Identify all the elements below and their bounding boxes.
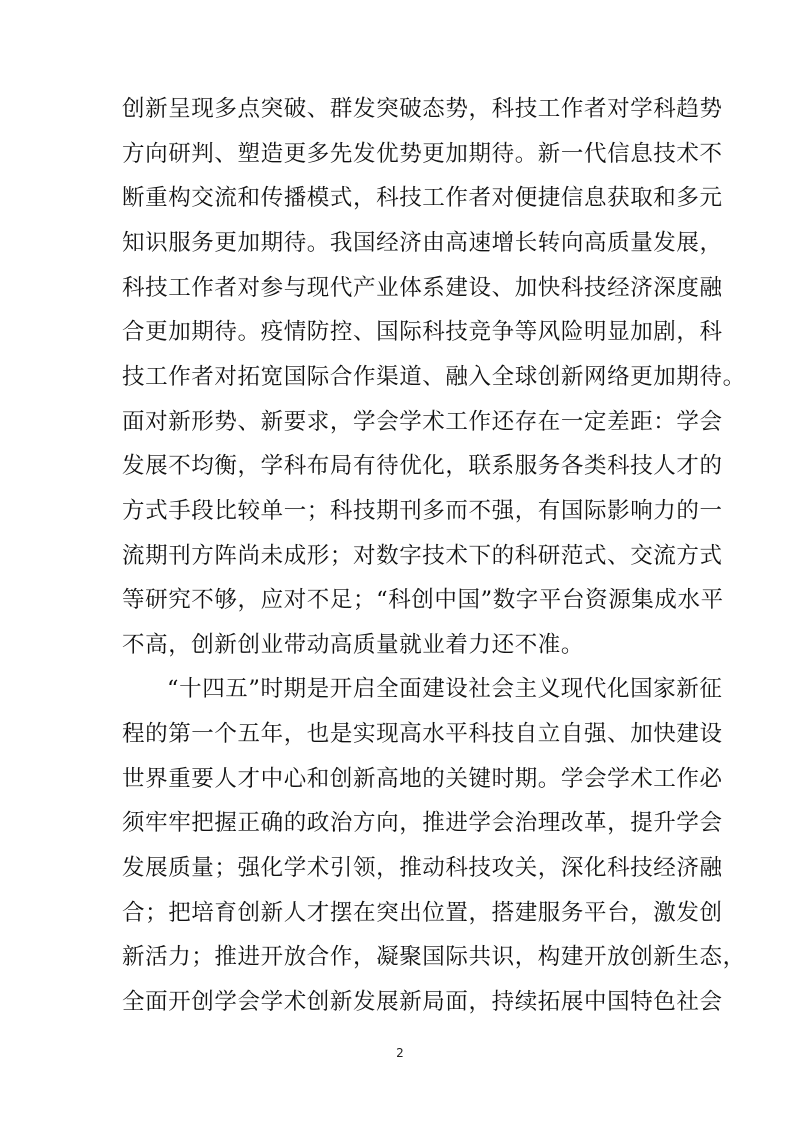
text-line: 世界重要人才中心和创新高地的关键时期。学会学术工作必 <box>122 766 723 792</box>
text-line: 合；把培育创新人才摆在突出位置，搭建服务平台，激发创 <box>122 900 723 926</box>
text-line: 须牢牢把握正确的政治方向，推进学会治理改革，提升学会 <box>122 810 723 836</box>
text-line: 技工作者对拓宽国际合作渠道、融入全球创新网络更加期待。 <box>122 364 746 390</box>
text-line: “十四五”时期是开启全面建设社会主义现代化国家新征 <box>167 676 723 702</box>
text-line: 不高，创新创业带动高质量就业着力还不准。 <box>122 632 585 658</box>
text-line: 方向研判、塑造更多先发优势更加期待。新一代信息技术不 <box>122 141 723 167</box>
text-line: 程的第一个五年，也是实现高水平科技自立自强、加快建设 <box>122 721 723 747</box>
text-line: 发展质量；强化学术引领，推动科技攻关，深化科技经济融 <box>122 855 723 881</box>
text-line: 科技工作者对参与现代产业体系建设、加快科技经济深度融 <box>122 275 723 301</box>
text-line: 等研究不够，应对不足；“科创中国”数字平台资源集成水平 <box>122 587 724 613</box>
text-line: 面对新形势、新要求，学会学术工作还存在一定差距：学会 <box>122 409 723 435</box>
text-line: 创新呈现多点突破、群发突破态势，科技工作者对学科趋势 <box>122 96 723 122</box>
text-line: 知识服务更加期待。我国经济由高速增长转向高质量发展， <box>122 230 723 256</box>
text-line: 流期刊方阵尚未成形；对数字技术下的科研范式、交流方式 <box>122 543 723 569</box>
text-line: 全面开创学会学术创新发展新局面，持续拓展中国特色社会 <box>122 989 723 1015</box>
text-line: 新活力；推进开放合作，凝聚国际共识，构建开放创新生态， <box>122 944 746 970</box>
text-line: 方式手段比较单一；科技期刊多而不强，有国际影响力的一 <box>122 498 723 524</box>
text-line: 发展不均衡，学科布局有待优化，联系服务各类科技人才的 <box>122 453 723 479</box>
text-line: 合更加期待。疫情防控、国际科技竞争等风险明显加剧，科 <box>122 319 723 345</box>
text-line: 断重构交流和传播模式，科技工作者对便捷信息获取和多元 <box>122 185 723 211</box>
page-number: 2 <box>396 1046 404 1060</box>
